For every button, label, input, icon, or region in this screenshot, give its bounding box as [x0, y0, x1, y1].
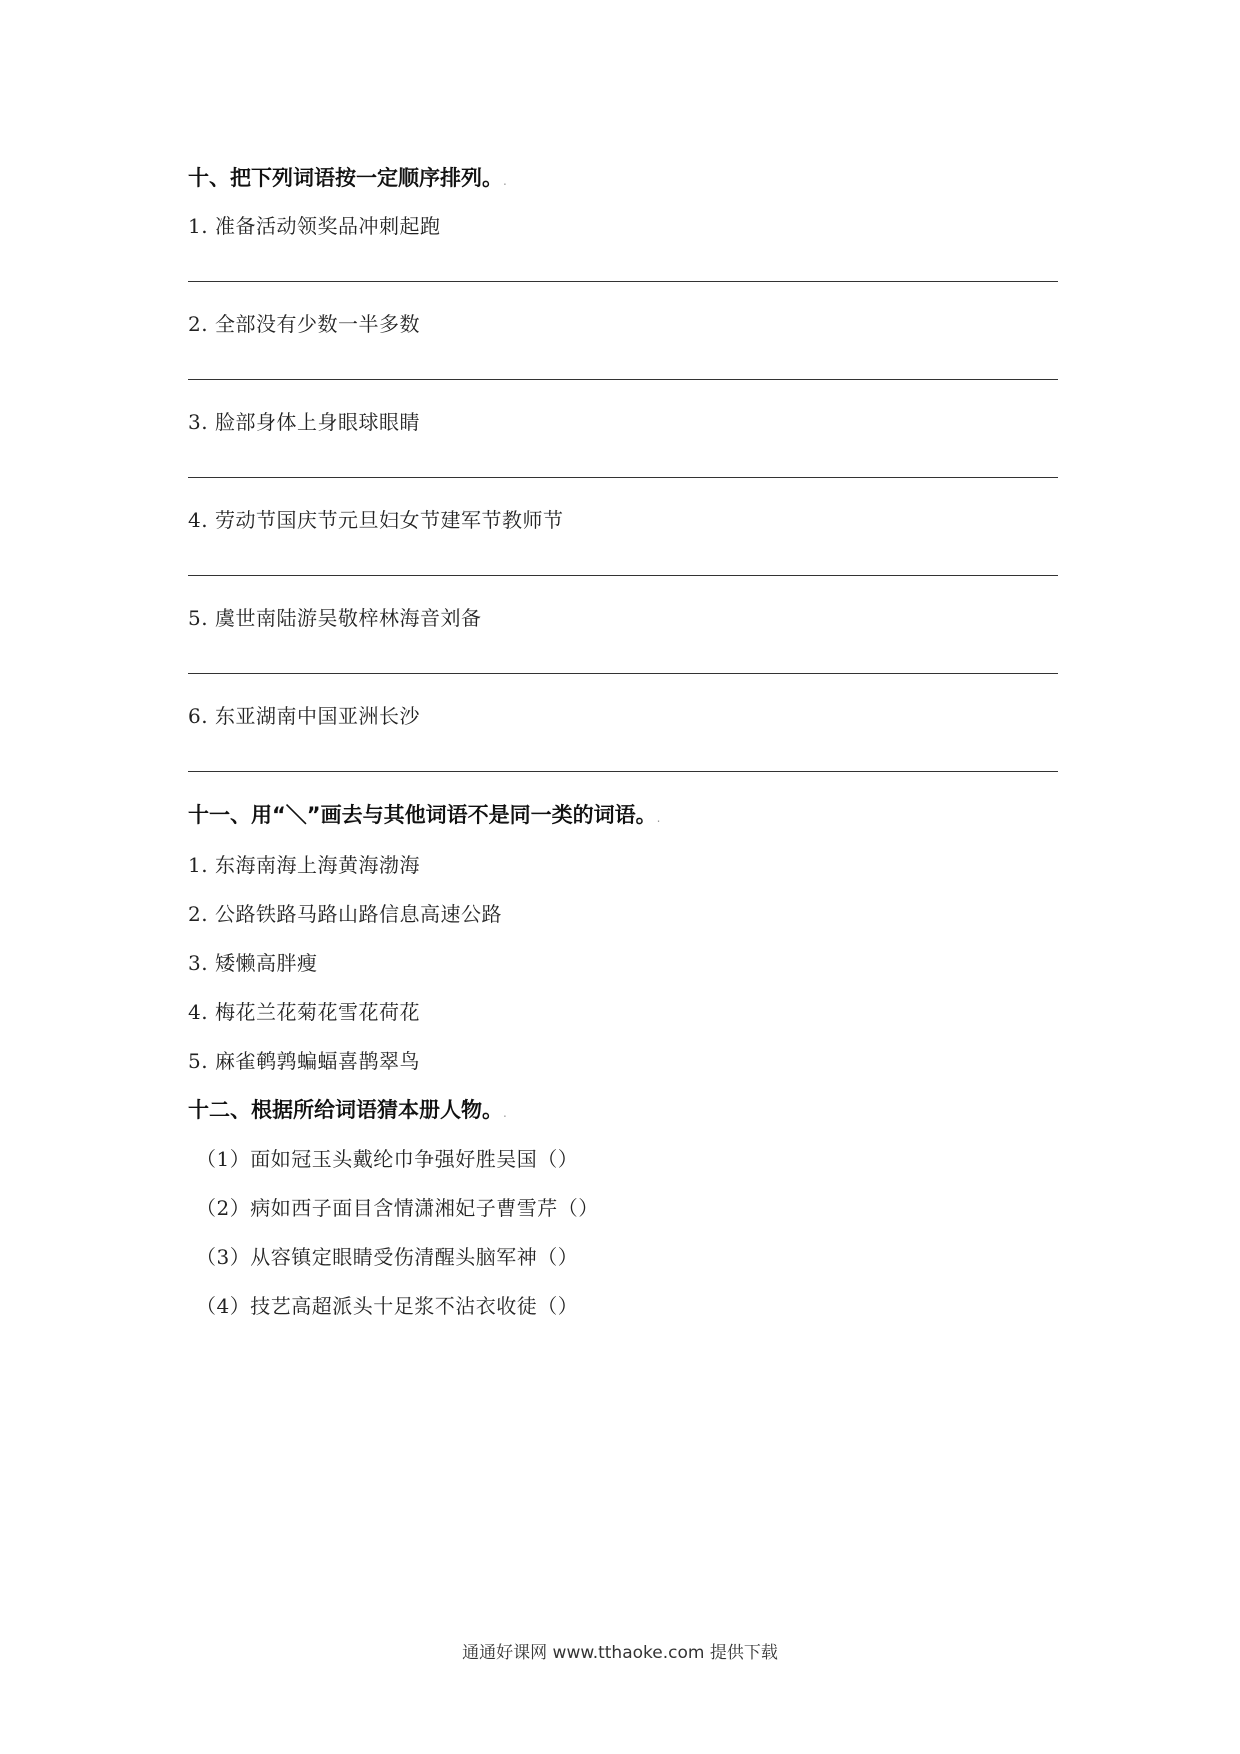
- section-11-item-2: 2. 公路铁路马路山路信息高速公路: [188, 902, 502, 926]
- section-10-item-6: 6. 东亚湖南中国亚洲长沙: [188, 704, 420, 728]
- answer-line-1[interactable]: [188, 281, 1058, 282]
- heading-trailing-dot: .: [656, 811, 661, 825]
- section-12-heading-text: 十二、根据所给词语猜本册人物。: [188, 1098, 503, 1122]
- section-12-item-4: （4）技艺高超派头十足浆不沾衣收徒（）: [196, 1294, 579, 1318]
- section-10-item-2: 2. 全部没有少数一半多数: [188, 312, 420, 336]
- answer-line-2[interactable]: [188, 379, 1058, 380]
- heading-trailing-dot: .: [503, 174, 507, 188]
- page-footer: 通通好课网 www.tthaoke.com 提供下载: [462, 1643, 778, 1663]
- section-11-item-4: 4. 梅花兰花菊花雪花荷花: [188, 1000, 420, 1024]
- section-10-item-4: 4. 劳动节国庆节元旦妇女节建军节教师节: [188, 508, 564, 532]
- section-10-item-5: 5. 虞世南陆游吴敬梓林海音刘备: [188, 606, 482, 630]
- section-12-heading: [188, 1094, 507, 1124]
- section-10-item-1: 1. 准备活动领奖品冲刺起跑: [188, 214, 441, 238]
- section-11-heading: [188, 799, 660, 829]
- section-11-item-3: 3. 矮懒高胖瘦: [188, 951, 318, 975]
- section-10-item-3: 3. 脸部身体上身眼球眼睛: [188, 410, 420, 434]
- section-10-heading-text: 十、把下列词语按一定顺序排列。: [188, 166, 503, 190]
- section-11-item-1: 1. 东海南海上海黄海渤海: [188, 853, 420, 877]
- section-10-heading: [188, 162, 507, 192]
- answer-line-5[interactable]: [188, 673, 1058, 674]
- heading-trailing-dot: .: [503, 1106, 507, 1120]
- section-12-item-2: （2）病如西子面目含情潇湘妃子曹雪芹（）: [196, 1196, 599, 1220]
- section-12-item-3: （3）从容镇定眼睛受伤清醒头脑军神（）: [196, 1245, 579, 1269]
- section-12-item-1: （1）面如冠玉头戴纶巾争强好胜吴国（）: [196, 1147, 579, 1171]
- answer-line-3[interactable]: [188, 477, 1058, 478]
- answer-line-4[interactable]: [188, 575, 1058, 576]
- section-11-heading-text: 十一、用“＼”画去与其他词语不是同一类的词语。: [188, 803, 657, 827]
- answer-line-6[interactable]: [188, 771, 1058, 772]
- section-11-item-5: 5. 麻雀鹌鹑蝙蝠喜鹊翠鸟: [188, 1049, 420, 1073]
